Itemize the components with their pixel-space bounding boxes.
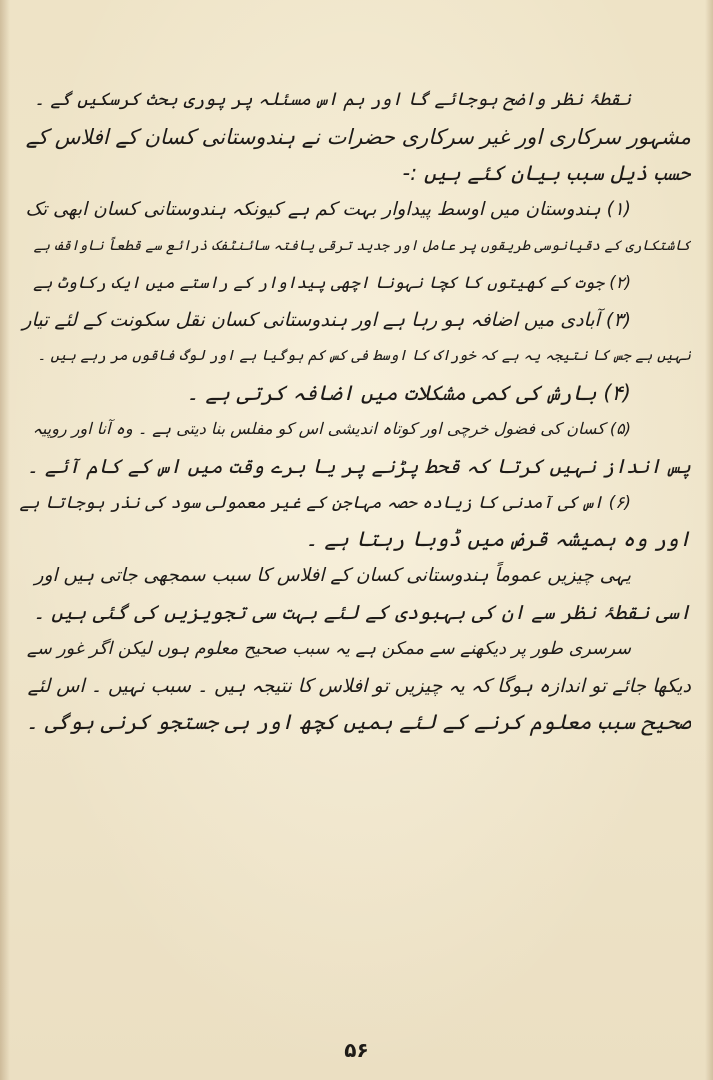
text-line: نقطۂ نظر واضح ہوجائے گا اور ہم اس مسئلہ پر پوری بحث کرسکیں گے ۔: [34, 89, 631, 110]
text-line: پس انداز نہیں کرتا کہ قحط پڑنے پر یا برے وقت میں اس کے کام آئے ۔: [26, 453, 691, 478]
list-item-4: (۴) بارش کی کمی مشکلات میں اضافہ کرتی ہے ۔: [186, 380, 631, 405]
page-number: ۵۶: [344, 1038, 369, 1062]
text-line: اسی نقطۂ نظر سے ان کی بہبودی کے لئے بہت سی تجویزیں کی گئی ہیں ۔: [33, 600, 691, 625]
text-line: کاشتکاری کے دقیانوسی طریقوں پر عامل اور جدید ترقی یافتہ سائنٹفک ذرائع سے قطعاً ناواقف ہے: [33, 238, 691, 255]
page-edge-shadow-right: [705, 0, 713, 1080]
text-line: یہی چیزیں عموماً ہندوستانی کسان کے افلاس کا سبب سمجھی جاتی ہیں اور: [34, 564, 631, 586]
list-item-6: (۶) اس کی آمدنی کا زیادہ حصہ مہاجن کے غیر معمولی سود کی نذر ہوجاتا ہے: [20, 492, 631, 513]
text-line: مشہور سرکاری اور غیر سرکاری حضرات نے ہندوستانی کسان کے افلاس کے: [25, 124, 691, 149]
text-line: نہیں ہے جس کا نتیجہ یہ ہے کہ خوراک کا اوسط فی کس کم ہوگیا ہے اور لوگ فاقوں مر رہے ہیں ۔: [37, 348, 691, 365]
list-item-2: (۲) جوت کے کھیتوں کا کچا نہونا اچھی پیداوار کے راستے میں ایک رکاوٹ ہے: [33, 272, 631, 292]
list-item-3: (۳) آبادی میں اضافہ ہو رہا ہے اور ہندوستانی کسان نقل سکونت کے لئے تیار: [22, 308, 631, 331]
text-line: حسب ذیل سبب بیان کئے ہیں :-: [402, 161, 691, 186]
list-item-5: (۵) کسان کی فضول خرچی اور کوتاہ اندیشی اس کو مفلس بنا دیتی ہے ۔ وہ آنا اور روپیہ: [32, 419, 631, 439]
page-edge-shadow-left: [0, 0, 10, 1080]
text-line: سرسری طور پر دیکھنے سے ممکن ہے یہ سبب صحیح معلوم ہوں لیکن اگر غور سے: [26, 638, 631, 659]
body-text: [20, 82, 691, 741]
list-item-1: (۱) ہندوستان میں اوسط پیداوار بہت کم ہے کیونکہ ہندوستانی کسان ابھی تک: [25, 198, 631, 220]
text-line: دیکھا جائے تو اندازہ ہوگا کہ یہ چیزیں تو افلاس کا نتیجہ ہیں ۔ سبب نہیں ۔ اس لئے: [27, 674, 691, 697]
text-line: اور وہ ہمیشہ قرض میں ڈوبا رہتا ہے ۔: [305, 527, 691, 552]
text-line: صحیح سبب معلوم کرنے کے لئے ہمیں کچھ اور ہی جستجو کرنی ہوگی ۔: [25, 710, 691, 735]
